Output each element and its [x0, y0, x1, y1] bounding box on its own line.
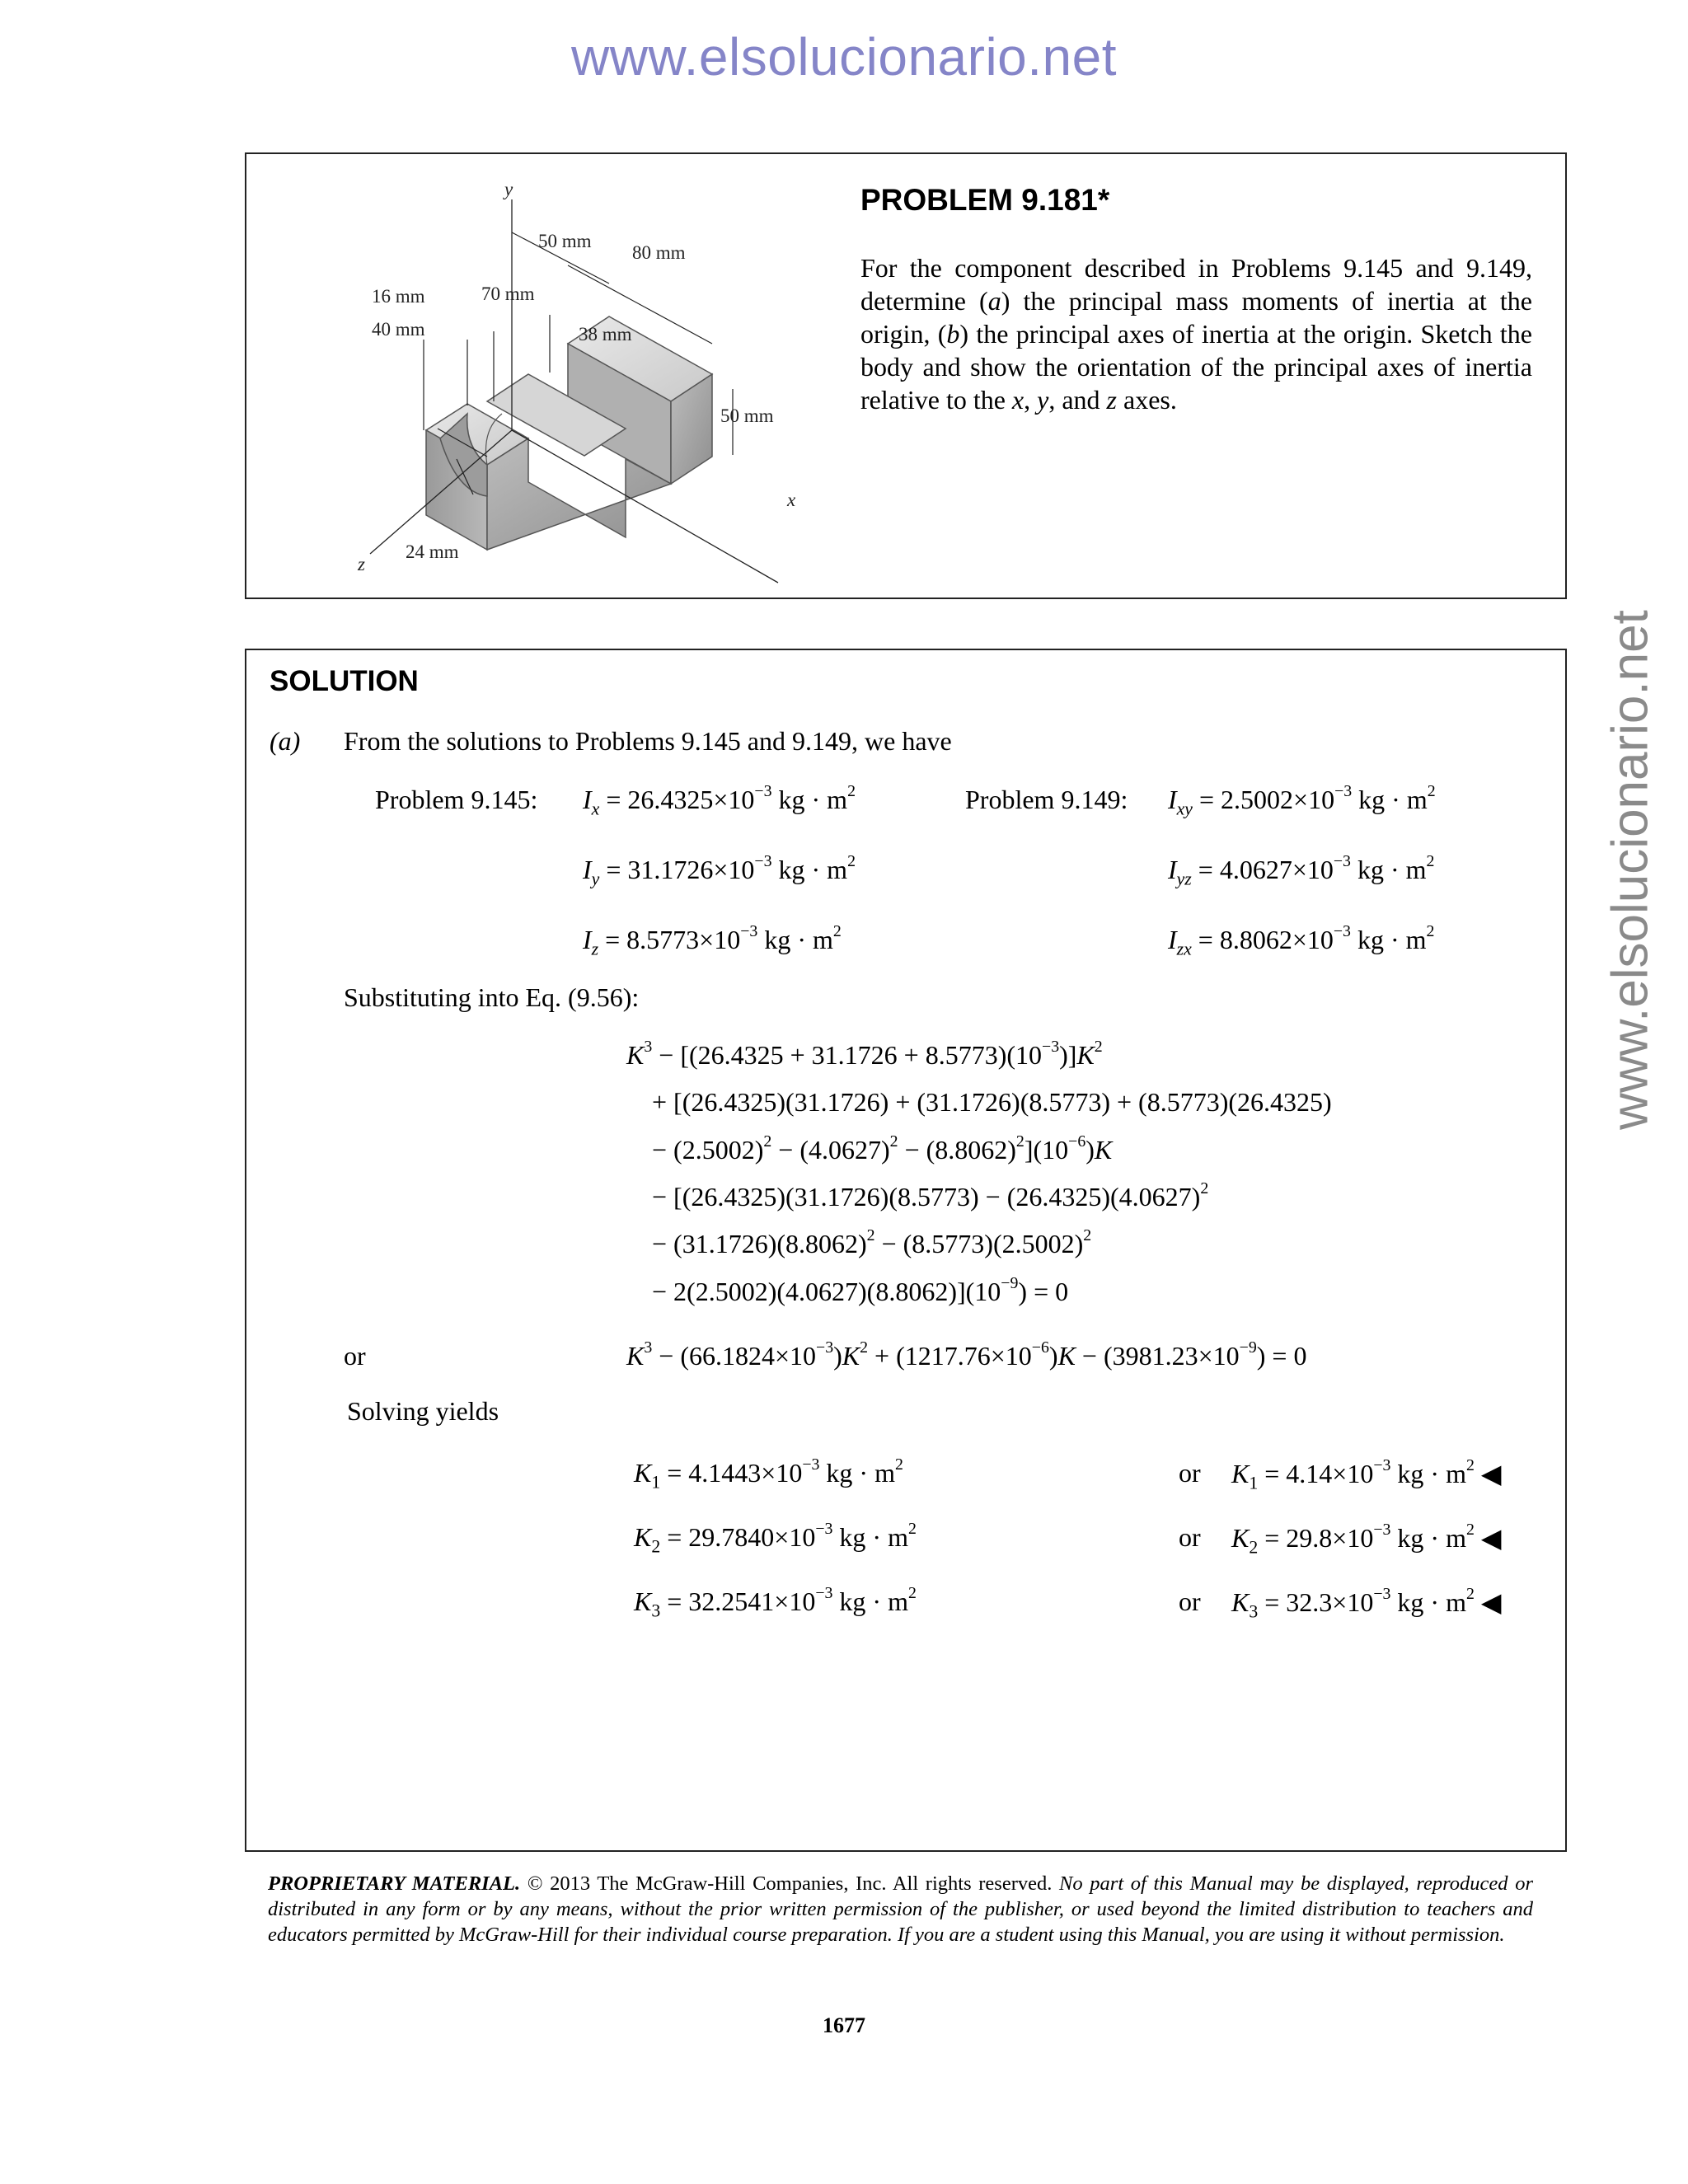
- eq-Iyz: $I_{yz} = 4.0627\times 10^{-3}$ kg · $m^2$: [1168, 852, 1435, 889]
- eq-line-5: − $(31.1726)(8.8062)^2 - (8.5773)(2.5002)^2$: [652, 1226, 1092, 1258]
- solving-text: Solving yields: [347, 1396, 499, 1426]
- watermark-side: www.elsolucionario.net: [1601, 610, 1659, 1130]
- result-K3: $K_3 = 32.3\times 10^{-3}$ kg · $m^2$ ◀: [1231, 1585, 1502, 1622]
- eq-K3: $K_3 = 32.2541\times 10^{-3}$ kg · $m^2$: [634, 1584, 917, 1621]
- eq-K2: $K_2 = 29.7840\times 10^{-3}$ kg · $m^2$: [634, 1520, 917, 1557]
- fig-label-z: z: [358, 554, 365, 574]
- fig-label-24: 24 mm: [406, 541, 459, 562]
- part-a-intro: From the solutions to Problems 9.145 and 9.149, we have: [344, 726, 952, 756]
- part-a-label: (a): [270, 726, 301, 756]
- eq-K1: $K_1 = 4.1443\times 10^{-3}$ kg · $m^2$: [634, 1455, 903, 1493]
- problem-statement: For the component described in Problems 9.145 and 9.149, determine (a) the principal mass moments of inertia at the origin, (b) the principal axes of inertia at the origin. Sketch the body and show the orientation of the principal axes of inertia relative to the x, y, and z axes.: [860, 253, 1533, 415]
- result-K2: $K_2 = 29.8\times 10^{-3}$ kg · $m^2$ ◀: [1231, 1521, 1502, 1558]
- fig-label-y: y: [504, 179, 513, 199]
- eq-Ix: $I_x = 26.4325\times 10^{-3}$ kg · $m^2$: [583, 782, 856, 819]
- fig-label-50a: 50 mm: [538, 231, 592, 251]
- substituting-text: Substituting into Eq. (9.56):: [344, 982, 640, 1012]
- fig-label-50b: 50 mm: [720, 405, 774, 426]
- watermark-top[interactable]: www.elsolucionario.net: [571, 27, 1117, 87]
- solution-title: SOLUTION: [270, 665, 419, 697]
- fig-label-x: x: [787, 490, 796, 510]
- eq-Iy: $I_y = 31.1726\times 10^{-3}$ kg · $m^2$: [583, 852, 856, 889]
- eq-line-6: − $2(2.5002)(4.0627)(8.8062)](10^{-9}) = 0$: [652, 1274, 1069, 1306]
- or-text: or: [344, 1341, 366, 1371]
- eq-Izx: $I_{zx} = 8.8062\times 10^{-3}$ kg · $m^2$: [1168, 922, 1435, 959]
- copyright-footer: PROPRIETARY MATERIAL. © 2013 The McGraw-Hill Companies, Inc. All rights reserved. No part of this Manual may be displayed, reproduced or distributed in any form or by any means, without the prior written permission of the publisher, or used beyond the limited distribution to teachers and educators permitted by McGraw-Hill for their individual course preparation. If you are a student using this Manual, you are using it without permission.: [268, 1872, 1533, 1946]
- problem-title: PROBLEM 9.181*: [860, 183, 1110, 217]
- component-figure: [296, 166, 823, 587]
- fig-label-70: 70 mm: [481, 284, 535, 304]
- fig-label-38: 38 mm: [579, 324, 632, 344]
- problem-box: [245, 152, 1567, 599]
- eq-line-3: − $(2.5002)^2 - (4.0627)^2 - (8.8062)^2](10^{-6})K$: [652, 1132, 1113, 1165]
- fig-label-40: 40 mm: [372, 319, 425, 340]
- solution-box: [245, 649, 1567, 1852]
- result-K1: $K_1 = 4.14\times 10^{-3}$ kg · $m^2$ ◀: [1231, 1456, 1502, 1493]
- page-number: 1677: [823, 2013, 865, 2037]
- fig-label-16: 16 mm: [372, 286, 425, 307]
- eq-cubic: $K^3 - (66.1824\times 10^{-3})K^2 + (1217.76\times 10^{-6})K - (3981.23\times 10^{-9}) = 0$: [626, 1338, 1307, 1371]
- eq-Ixy: $I_{xy} = 2.5002\times 10^{-3}$ kg · $m^2$: [1168, 782, 1436, 819]
- eq-line-4: − [$(26.4325)(31.1726)(8.5773) - (26.4325)(4.0627)^2$: [652, 1179, 1209, 1212]
- eq-line-2: + [(26.4325)(31.1726) + (31.1726)(8.5773) + (8.5773)(26.4325): [652, 1087, 1332, 1117]
- prob149-label: Problem 9.149:: [965, 785, 1128, 814]
- or-K1: or: [1179, 1458, 1201, 1488]
- prob145-label: Problem 9.145:: [375, 785, 538, 814]
- eq-line-1: $K^3 - [(26.4325 + 31.1726 + 8.5773)(10^{-3})]K^2$: [626, 1038, 1103, 1070]
- or-K3: or: [1179, 1586, 1201, 1616]
- fig-label-80: 80 mm: [632, 242, 686, 263]
- eq-Iz: $I_z = 8.5773\times 10^{-3}$ kg · $m^2$: [583, 922, 842, 959]
- or-K2: or: [1179, 1522, 1201, 1552]
